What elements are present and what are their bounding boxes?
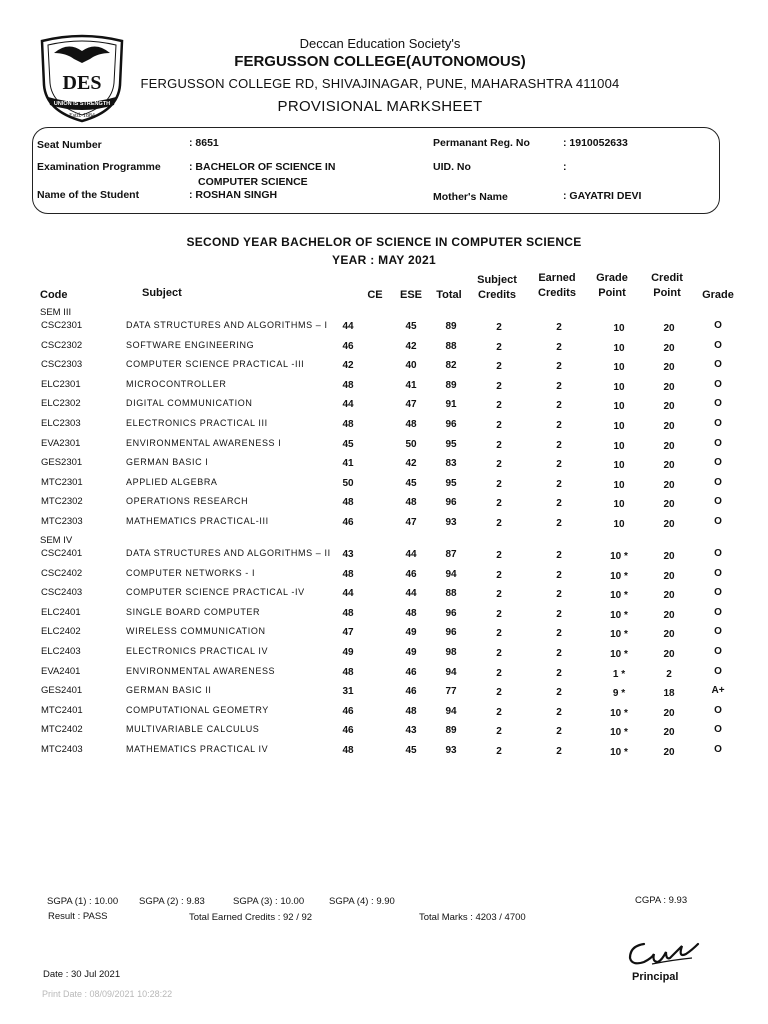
sgpa-3: SGPA (3) : 10.00: [233, 896, 305, 907]
row-ce: 47: [342, 627, 354, 638]
row-ce: 43: [342, 549, 354, 560]
row-code: ELC2303: [41, 418, 81, 429]
programme-label: Examination Programme: [37, 161, 161, 173]
row-earned-credits: 2: [556, 570, 562, 581]
row-earned-credits: 2: [556, 589, 562, 600]
row-subject: ELECTRONICS PRACTICAL III: [126, 418, 268, 428]
row-code: CSC2301: [41, 320, 83, 331]
row-grade-point: 10: [613, 480, 625, 491]
row-code: GES2301: [41, 457, 83, 468]
uid-label: UID. No: [433, 161, 471, 173]
row-grade-point: 10 *: [610, 610, 628, 621]
row-total: 77: [445, 686, 457, 697]
print-date: Print Date : 08/09/2021 10:28:22: [42, 989, 173, 999]
row-earned-credits: 2: [556, 440, 562, 451]
row-grade-point: 10: [613, 401, 625, 412]
row-grade: O: [714, 646, 722, 657]
row-code: CSC2403: [41, 587, 83, 598]
row-subject-credits: 2: [496, 726, 502, 737]
row-credit-point: 20: [663, 480, 675, 491]
row-grade: O: [714, 457, 722, 468]
row-earned-credits: 2: [556, 550, 562, 561]
row-earned-credits: 2: [556, 381, 562, 392]
row-grade: O: [714, 724, 722, 735]
row-grade: O: [714, 744, 722, 755]
row-subject: ENVIRONMENTAL AWARENESS I: [126, 438, 282, 448]
row-credit-point: 20: [663, 571, 675, 582]
table-row: [0, 418, 768, 434]
table-row: [0, 666, 768, 682]
row-total: 88: [445, 341, 457, 352]
row-ese: 50: [405, 439, 417, 450]
table-row: [0, 626, 768, 642]
row-ese: 47: [405, 517, 417, 528]
row-total: 94: [445, 569, 457, 580]
table-row: [0, 548, 768, 564]
reg-no-label: Permanant Reg. No: [433, 137, 530, 149]
row-earned-credits: 2: [556, 459, 562, 470]
row-subject: DIGITAL COMMUNICATION: [126, 398, 253, 408]
row-subject-credits: 2: [496, 589, 502, 600]
row-ce: 48: [342, 380, 354, 391]
row-code: CSC2303: [41, 359, 83, 370]
row-subject: COMPUTER SCIENCE PRACTICAL -IV: [126, 587, 305, 597]
row-grade-point: 10 *: [610, 747, 628, 758]
row-ese: 40: [405, 360, 417, 371]
row-total: 96: [445, 608, 457, 619]
row-subject-credits: 2: [496, 498, 502, 509]
row-ce: 46: [342, 725, 354, 736]
row-credit-point: 20: [663, 362, 675, 373]
seat-number-label: Seat Number: [37, 139, 102, 151]
row-grade: O: [714, 418, 722, 429]
row-grade: O: [714, 705, 722, 716]
row-earned-credits: 2: [556, 707, 562, 718]
row-subject-credits: 2: [496, 550, 502, 561]
row-credit-point: 20: [663, 421, 675, 432]
row-ese: 44: [405, 588, 417, 599]
row-earned-credits: 2: [556, 322, 562, 333]
row-subject: COMPUTER SCIENCE PRACTICAL -III: [126, 359, 305, 369]
student-name-label: Name of the Student: [37, 189, 140, 201]
row-credit-point: 20: [663, 551, 675, 562]
row-earned-credits: 2: [556, 342, 562, 353]
row-ce: 46: [342, 341, 354, 352]
row-credit-point: 20: [663, 499, 675, 510]
row-ce: 41: [342, 458, 354, 469]
row-code: ELC2402: [41, 626, 81, 637]
row-code: CSC2402: [41, 568, 83, 579]
row-subject-credits: 2: [496, 440, 502, 451]
row-grade-point: 10: [613, 519, 625, 530]
row-ce: 42: [342, 360, 354, 371]
row-earned-credits: 2: [556, 668, 562, 679]
row-ese: 48: [405, 497, 417, 508]
col-ese: ESE: [399, 289, 422, 301]
sgpa-1: SGPA (1) : 10.00: [47, 896, 119, 907]
row-grade: O: [714, 379, 722, 390]
row-subject-credits: 2: [496, 518, 502, 529]
reg-no-value: : 1910052633: [563, 137, 628, 149]
row-grade-point: 10 *: [610, 727, 628, 738]
table-row: [0, 744, 768, 760]
row-code: CSC2401: [41, 548, 83, 559]
table-row: [0, 587, 768, 603]
row-earned-credits: 2: [556, 498, 562, 509]
row-total: 98: [445, 647, 457, 658]
col-subject-credits: Subject Credits: [477, 274, 517, 301]
row-subject: DATA STRUCTURES AND ALGORITHMS – II: [126, 548, 331, 558]
row-grade: O: [714, 626, 722, 637]
row-ce: 48: [342, 745, 354, 756]
row-code: ELC2403: [41, 646, 81, 657]
row-code: CSC2302: [41, 340, 83, 351]
total-marks: Total Marks : 4203 / 4700: [419, 912, 526, 923]
principal-signature: [622, 932, 702, 972]
row-subject: MATHEMATICS PRACTICAL IV: [126, 744, 269, 754]
row-credit-point: 20: [663, 441, 675, 452]
row-earned-credits: 2: [556, 628, 562, 639]
row-grade: O: [714, 666, 722, 677]
row-ese: 48: [405, 706, 417, 717]
row-subject: GERMAN BASIC I: [126, 457, 209, 467]
row-subject: APPLIED ALGEBRA: [126, 477, 218, 487]
row-grade-point: 9 *: [612, 688, 626, 699]
row-grade: O: [714, 359, 722, 370]
table-row: [0, 646, 768, 662]
row-credit-point: 20: [663, 649, 675, 660]
row-subject-credits: 2: [496, 707, 502, 718]
row-grade: O: [714, 607, 722, 618]
row-credit-point: 20: [663, 747, 675, 758]
total-earned-credits: Total Earned Credits : 92 / 92: [189, 912, 313, 923]
row-grade-point: 10 *: [610, 629, 628, 640]
col-total: Total: [436, 289, 462, 301]
row-total: 87: [445, 549, 457, 560]
row-total: 88: [445, 588, 457, 599]
row-subject: DATA STRUCTURES AND ALGORITHMS – I: [126, 320, 328, 330]
issue-date: Date : 30 Jul 2021: [43, 969, 121, 980]
row-grade: O: [714, 516, 722, 527]
table-row: [0, 340, 768, 356]
row-ese: 48: [405, 419, 417, 430]
row-credit-point: 20: [663, 323, 675, 334]
logo-monogram: DES: [62, 72, 102, 94]
row-subject-credits: 2: [496, 668, 502, 679]
semester-label: SEM III: [40, 307, 72, 318]
sgpa-4: SGPA (4) : 9.90: [329, 896, 395, 907]
row-total: 93: [445, 745, 457, 756]
col-earned-credits: Earned Credits: [538, 272, 576, 299]
cgpa: CGPA : 9.93: [635, 895, 688, 906]
row-subject: OPERATIONS RESEARCH: [126, 496, 249, 506]
row-total: 95: [445, 478, 457, 489]
uid-value: :: [563, 161, 567, 173]
row-subject-credits: 2: [496, 381, 502, 392]
semester-label: SEM IV: [40, 535, 73, 546]
principal-label: Principal: [632, 971, 679, 983]
row-total: 89: [445, 321, 457, 332]
row-grade-point: 10 *: [610, 708, 628, 719]
row-credit-point: 18: [663, 688, 675, 699]
student-name-value: : ROSHAN SINGH: [189, 189, 278, 201]
row-ese: 45: [405, 321, 417, 332]
row-code: MTC2301: [41, 477, 83, 488]
row-ce: 48: [342, 569, 354, 580]
row-ese: 49: [405, 627, 417, 638]
row-ese: 49: [405, 647, 417, 658]
row-credit-point: 20: [663, 727, 675, 738]
row-earned-credits: 2: [556, 479, 562, 490]
row-subject-credits: 2: [496, 746, 502, 757]
table-row: [0, 398, 768, 414]
row-code: MTC2402: [41, 724, 83, 735]
row-ce: 48: [342, 667, 354, 678]
college-name: FERGUSSON COLLEGE(AUTONOMOUS): [234, 53, 526, 70]
logo-motto: UNION IS STRENGTH: [53, 101, 111, 107]
row-ce: 48: [342, 497, 354, 508]
row-grade: O: [714, 398, 722, 409]
row-earned-credits: 2: [556, 726, 562, 737]
row-ese: 48: [405, 608, 417, 619]
row-subject-credits: 2: [496, 687, 502, 698]
table-row: [0, 457, 768, 473]
row-credit-point: 20: [663, 629, 675, 640]
row-subject: COMPUTER NETWORKS - I: [126, 568, 256, 578]
row-earned-credits: 2: [556, 746, 562, 757]
row-subject: MATHEMATICS PRACTICAL-III: [126, 516, 269, 526]
row-subject-credits: 2: [496, 420, 502, 431]
row-ce: 49: [342, 647, 354, 658]
row-credit-point: 20: [663, 590, 675, 601]
row-subject: SINGLE BOARD COMPUTER: [126, 607, 261, 617]
row-ce: 48: [342, 419, 354, 430]
row-grade-point: 10 *: [610, 551, 628, 562]
row-grade-point: 10: [613, 499, 625, 510]
row-code: EVA2301: [41, 438, 81, 449]
row-ce: 31: [342, 686, 354, 697]
sgpa-2: SGPA (2) : 9.83: [139, 896, 205, 907]
row-code: ELC2302: [41, 398, 81, 409]
row-grade: A+: [711, 685, 725, 696]
row-subject-credits: 2: [496, 400, 502, 411]
row-grade-point: 10: [613, 441, 625, 452]
row-credit-point: 20: [663, 460, 675, 471]
row-grade-point: 10: [613, 323, 625, 334]
table-row: [0, 685, 768, 701]
row-ese: 46: [405, 686, 417, 697]
row-grade: O: [714, 340, 722, 351]
row-grade-point: 10: [613, 343, 625, 354]
row-earned-credits: 2: [556, 400, 562, 411]
table-row: [0, 705, 768, 721]
row-earned-credits: 2: [556, 518, 562, 529]
row-ese: 46: [405, 569, 417, 580]
table-row: [0, 379, 768, 395]
page-title: PROVISIONAL MARKSHEET: [277, 98, 483, 115]
row-code: MTC2401: [41, 705, 83, 716]
result: Result : PASS: [48, 911, 108, 922]
table-row: [0, 477, 768, 493]
row-ce: 50: [342, 478, 354, 489]
seat-number-value: : 8651: [189, 137, 219, 149]
row-subject: MICROCONTROLLER: [126, 379, 227, 389]
row-ese: 47: [405, 399, 417, 410]
row-credit-point: 2: [666, 669, 672, 680]
exam-title: SECOND YEAR BACHELOR OF SCIENCE IN COMPUTER SCIENCE: [186, 235, 582, 249]
row-ce: 46: [342, 517, 354, 528]
row-code: GES2401: [41, 685, 83, 696]
row-code: MTC2302: [41, 496, 83, 507]
col-grade: Grade: [702, 289, 734, 301]
row-grade-point: 10: [613, 382, 625, 393]
col-credit-point: Credit Point: [651, 272, 683, 299]
row-grade-point: 10 *: [610, 571, 628, 582]
row-total: 83: [445, 458, 457, 469]
row-code: ELC2301: [41, 379, 81, 390]
row-ese: 45: [405, 745, 417, 756]
row-subject-credits: 2: [496, 648, 502, 659]
table-row: [0, 359, 768, 375]
row-total: 94: [445, 706, 457, 717]
row-subject: ELECTRONICS PRACTICAL IV: [126, 646, 269, 656]
row-subject-credits: 2: [496, 570, 502, 581]
row-code: MTC2403: [41, 744, 83, 755]
row-subject: WIRELESS COMMUNICATION: [126, 626, 266, 636]
row-total: 96: [445, 497, 457, 508]
college-address: FERGUSSON COLLEGE RD, SHIVAJINAGAR, PUNE, MAHARASHTRA 411004: [140, 76, 620, 91]
eagle-icon: [54, 46, 110, 63]
row-credit-point: 20: [663, 708, 675, 719]
row-total: 96: [445, 627, 457, 638]
row-code: MTC2303: [41, 516, 83, 527]
row-ce: 48: [342, 608, 354, 619]
college-logo: [34, 33, 130, 123]
row-total: 91: [445, 399, 457, 410]
row-earned-credits: 2: [556, 687, 562, 698]
row-subject: COMPUTATIONAL GEOMETRY: [126, 705, 269, 715]
col-code: Code: [40, 289, 68, 301]
row-credit-point: 20: [663, 519, 675, 530]
col-ce: CE: [367, 289, 383, 301]
row-ce: 44: [342, 399, 354, 410]
row-ese: 42: [405, 341, 417, 352]
row-credit-point: 20: [663, 401, 675, 412]
row-ce: 46: [342, 706, 354, 717]
row-subject-credits: 2: [496, 459, 502, 470]
row-ce: 44: [342, 588, 354, 599]
row-earned-credits: 2: [556, 361, 562, 372]
row-subject-credits: 2: [496, 322, 502, 333]
row-ce: 45: [342, 439, 354, 450]
row-grade: O: [714, 477, 722, 488]
row-credit-point: 20: [663, 382, 675, 393]
row-grade-point: 10 *: [610, 590, 628, 601]
row-grade-point: 10: [613, 421, 625, 432]
row-grade: O: [714, 320, 722, 331]
row-grade: O: [714, 438, 722, 449]
row-total: 94: [445, 667, 457, 678]
mother-name-value: : GAYATRI DEVI: [563, 190, 642, 202]
table-row: [0, 496, 768, 512]
row-earned-credits: 2: [556, 648, 562, 659]
logo-estd: Estd. 1884: [69, 113, 95, 119]
mother-name-label: Mother's Name: [433, 191, 508, 203]
programme-value-line1: : BACHELOR OF SCIENCE IN: [189, 161, 336, 173]
row-ese: 42: [405, 458, 417, 469]
row-ce: 44: [342, 321, 354, 332]
table-row: [0, 438, 768, 454]
row-total: 89: [445, 380, 457, 391]
row-ese: 46: [405, 667, 417, 678]
row-grade: O: [714, 568, 722, 579]
row-subject: MULTIVARIABLE CALCULUS: [126, 724, 260, 734]
table-row: [0, 516, 768, 532]
row-grade: O: [714, 496, 722, 507]
row-grade-point: 10: [613, 460, 625, 471]
row-grade-point: 10: [613, 362, 625, 373]
row-subject: SOFTWARE ENGINEERING: [126, 340, 255, 350]
table-row: [0, 607, 768, 623]
table-row: [0, 568, 768, 584]
row-grade-point: 1 *: [612, 669, 626, 680]
table-row: [0, 320, 768, 336]
row-grade: O: [714, 548, 722, 559]
col-subject: Subject: [142, 287, 182, 299]
society-name: Deccan Education Society's: [299, 36, 461, 51]
row-ese: 44: [405, 549, 417, 560]
row-code: EVA2401: [41, 666, 81, 677]
col-grade-point: Grade Point: [596, 272, 628, 299]
row-total: 93: [445, 517, 457, 528]
row-total: 82: [445, 360, 457, 371]
exam-year: YEAR : MAY 2021: [332, 253, 436, 267]
row-total: 95: [445, 439, 457, 450]
row-grade-point: 10 *: [610, 649, 628, 660]
row-ese: 43: [405, 725, 417, 736]
row-ese: 45: [405, 478, 417, 489]
row-total: 89: [445, 725, 457, 736]
row-subject-credits: 2: [496, 609, 502, 620]
row-earned-credits: 2: [556, 420, 562, 431]
table-row: [0, 724, 768, 740]
row-subject-credits: 2: [496, 342, 502, 353]
row-subject-credits: 2: [496, 361, 502, 372]
row-subject: ENVIRONMENTAL AWARENESS: [126, 666, 276, 676]
row-subject-credits: 2: [496, 479, 502, 490]
row-earned-credits: 2: [556, 609, 562, 620]
row-ese: 41: [405, 380, 417, 391]
row-credit-point: 20: [663, 610, 675, 621]
row-subject-credits: 2: [496, 628, 502, 639]
row-credit-point: 20: [663, 343, 675, 354]
row-total: 96: [445, 419, 457, 430]
row-subject: GERMAN BASIC II: [126, 685, 212, 695]
row-grade: O: [714, 587, 722, 598]
programme-value-line2: COMPUTER SCIENCE: [198, 176, 308, 188]
row-code: ELC2401: [41, 607, 81, 618]
